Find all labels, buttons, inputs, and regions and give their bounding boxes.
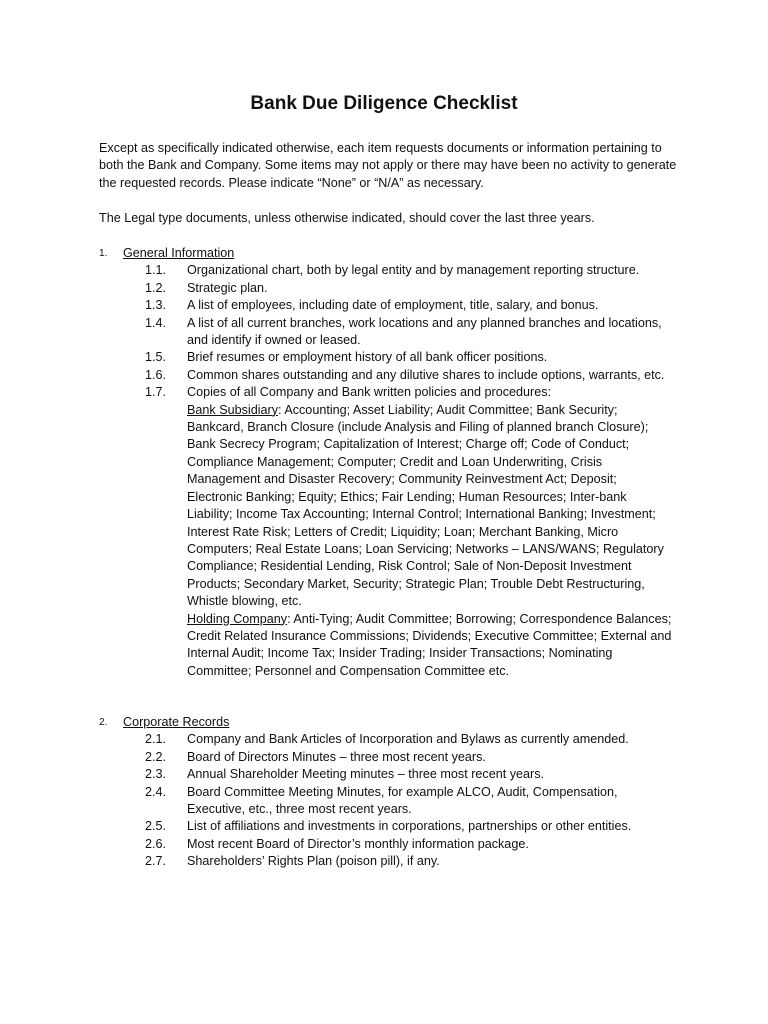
item-text: Board Committee Meeting Minutes, for example ALCO, Audit, Compensation, Executive, etc., three most recent years.	[187, 784, 618, 817]
list-item	[99, 349, 689, 366]
section-number: 1.	[99, 248, 108, 259]
item-number: 1.2.	[145, 280, 167, 295]
section-title: Corporate Records	[123, 715, 230, 729]
list-item	[99, 784, 689, 819]
item-text: A list of employees, including date of employment, title, salary, and bonus.	[187, 298, 599, 313]
item-text: A list of all current branches, work locations and any planned branches and locations, and identify if owned or leased.	[187, 315, 662, 348]
item-text: Common shares outstanding and any dilutive shares to include options, warrants, etc.	[187, 367, 665, 382]
holding-company-label: Holding Company	[187, 611, 288, 626]
item-text: Brief resumes or employment history of all bank officer positions.	[187, 350, 548, 365]
item-number: 1.5.	[145, 350, 167, 365]
item-number: 1.3.	[145, 298, 167, 313]
item-number: 2.2.	[145, 749, 167, 764]
item-number: 1.1.	[145, 263, 167, 278]
item-text: Organizational chart, both by legal entity and by management reporting structure.	[187, 263, 640, 278]
item-number: 2.1.	[145, 732, 167, 747]
bank-subsidiary-block	[187, 402, 672, 611]
section-general-information	[99, 245, 689, 680]
item-text: Company and Bank Articles of Incorporation and Bylaws as currently amended.	[187, 732, 629, 747]
list-item	[99, 731, 689, 748]
list-item	[99, 853, 689, 870]
list-item	[99, 818, 689, 835]
item-number: 1.6.	[145, 367, 167, 382]
section-title: General Information	[123, 246, 235, 260]
item-number: 1.7.	[145, 385, 167, 400]
item-text	[187, 384, 672, 680]
list-item	[99, 315, 689, 350]
item-number: 2.4.	[145, 784, 167, 799]
item-text: Board of Directors Minutes – three most recent years.	[187, 749, 486, 764]
list-item	[99, 384, 689, 680]
legal-note-paragraph: The Legal type documents, unless otherwise indicated, should cover the last three years.	[99, 211, 595, 225]
item-number: 2.7.	[145, 854, 167, 869]
list-item	[99, 262, 689, 279]
list-item	[99, 766, 689, 783]
list-item	[99, 836, 689, 853]
holding-company-text: : Anti-Tying; Audit Committee; Borrowing; Correspondence Balances; Credit Related Insurance Commissions; Dividends; Executive Committee; External and Internal Audit; Income Tax; Insider Trading; Insider Transactions; Nominating Committee; Personnel and Compensation Committee etc.	[187, 611, 672, 678]
bank-subsidiary-text: : Accounting; Asset Liability; Audit Committee; Bank Security; Bankcard, Branch Closure (include Analysis and Filing of planned branch Closure); Bank Secrecy Program; Capitalization of Interest; Charge off; Code of Conduct; Compliance Management; Computer; Credit and Loan Underwriting, Crisis Management and Disaster Recovery; Community Reinvestment Act; Deposit; Electronic Banking; Equity; Ethics; Fair Lending; Human Resources; Inter-bank Liability; Income Tax Accounting; Internal Control; International Banking; Investment; Interest Rate Risk; Letters of Credit; Liquidity; Loan; Merchant Banking, Micro Computers; Real Estate Loans; Loan Servicing; Networks – LANS/WANS; Regulatory Compliance; Residential Lending, Risk Control; Sale of Non-Deposit Investment Products; Secondary Market, Security; Strategic Plan; Trouble Debt Restructuring, Whistle blowing, etc.	[187, 402, 664, 609]
item-text: List of affiliations and investments in corporations, partnerships or other entities.	[187, 819, 632, 834]
document-title: Bank Due Diligence Checklist	[250, 93, 518, 114]
section-heading	[99, 714, 689, 731]
list-item	[99, 297, 689, 314]
item-number: 1.4.	[145, 315, 167, 330]
list-item	[99, 280, 689, 297]
section-number: 2.	[99, 717, 108, 728]
item-text: Strategic plan.	[187, 280, 268, 295]
intro-paragraph: Except as specifically indicated otherwise, each item requests documents or information pertaining to both the Bank and Company. Some items may not apply or there may have been no activity to generate the requested records. Please indicate “None” or “N/A” as necessary.	[99, 141, 677, 190]
item-text: Most recent Board of Director’s monthly information package.	[187, 836, 529, 851]
list-item	[99, 367, 689, 384]
section-corporate-records	[99, 714, 689, 871]
policies-intro: Copies of all Company and Bank written policies and procedures:	[187, 385, 552, 400]
section-heading	[99, 245, 689, 262]
bank-subsidiary-label: Bank Subsidiary	[187, 402, 279, 417]
item-text: Annual Shareholder Meeting minutes – three most recent years.	[187, 767, 545, 782]
item-number: 2.3.	[145, 767, 167, 782]
item-number: 2.6.	[145, 836, 167, 851]
item-text: Shareholders’ Rights Plan (poison pill), if any.	[187, 854, 440, 869]
item-number: 2.5.	[145, 819, 167, 834]
holding-company-block	[187, 611, 672, 681]
list-item	[99, 749, 689, 766]
